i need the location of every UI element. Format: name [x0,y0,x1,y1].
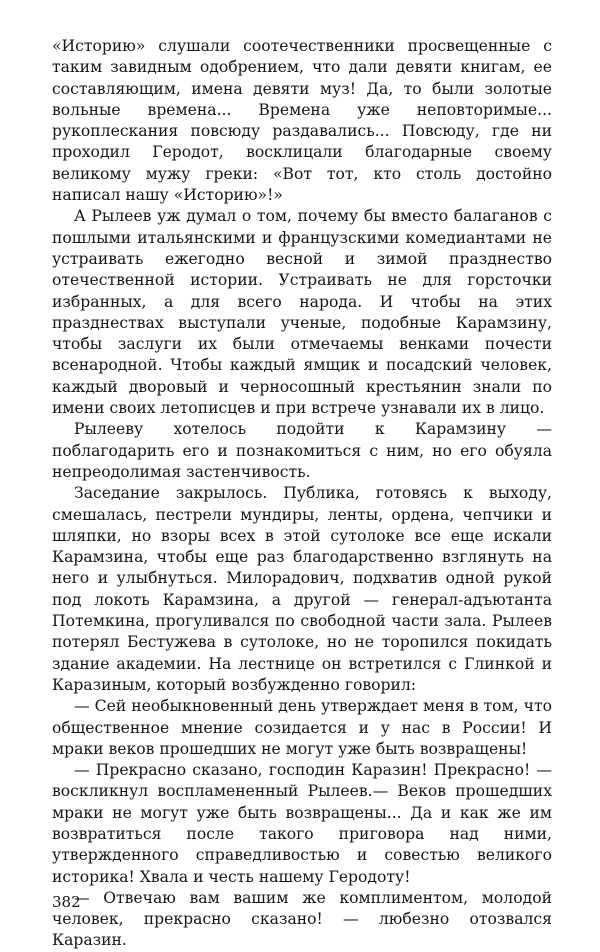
paragraph-4: Заседание закрылось. Публика, готовясь к выходу, смешалась, пестрели мундиры, ленты, ордена, чепчики и шляпки, но взоры всех в этой сутолоке все еще искали Карамзина, чтобы еще раз благодарственно взглянуть на него и улыбнуться. Милорадович, подхватив одной рукой под локоть Карамзина, а другой — генерал-адъютанта Потемкина, прогуливался по свободной части зала. Рылеев потерял Бестужева в сутолоке, но не торопился покидать здание академии. На лестнице он встретился с Глинкой и Каразиным, который возбужденно говорил: [52,484,552,694]
paragraph-5: — Сей необыкновенный день утверждает меня в том, что общественное мнение созидается и у нас в России! И мраки веков прошедших не могут уже быть возвращены! [52,697,552,758]
paragraph-6: — Прекрасно сказано, господин Каразин! Прекрасно! — воскликнул воспламененный Рылеев.— Веков прошедших мраки не могут уже быть возвращены... Да и как же им возвратиться после такого приговора над ними, утвержденного справедливостью и совестью великого историка! Хвала и честь нашему Геродоту! [52,761,552,886]
paragraph-3: Рылееву хотелось подойти к Карамзину — поблагодарить его и познакомиться с ним, но его обуяла непреодолимая застенчивость. [52,420,552,481]
book-page-text [52,36,552,952]
paragraph-2: А Рылеев уж думал о том, почему бы вместо балаганов с пошлыми итальянскими и французскими комедиантами не устраивать ежегодно весной и зимой празднество отечественной истории. Устраивать не для горсточки избранных, а для всего народа. И чтобы на этих празднествах выступали ученые, подобные Карамзину, чтобы заслуги их были отмечаемы венками почести всенародной. Чтобы каждый ямщик и посадский человек, каждый дворовый и черносошный крестьянин знали по имени своих летописцев и при встрече узнавали их в лицо. [52,207,552,418]
page-number: 382 [52,893,81,911]
paragraph-1: «Историю» слушали соотечественники просвещенные с таким завидным одобрением, что дали девяти книгам, ее составляющим, имена девяти муз! Да, то были золотые вольные времена... Времена уже неповторимые... рукоплескания повсюду раздавались... Повсюду, где ни проходил Геродот, восклицали благодарные своему великому мужу греки: «Вот тот, кто столь достойно написал нашу «Историю»!» [52,37,552,205]
paragraph-7: — Отвечаю вам вашим же комплиментом, молодой человек, прекрасно сказано! — любезно отозвался Каразин. [52,888,552,950]
